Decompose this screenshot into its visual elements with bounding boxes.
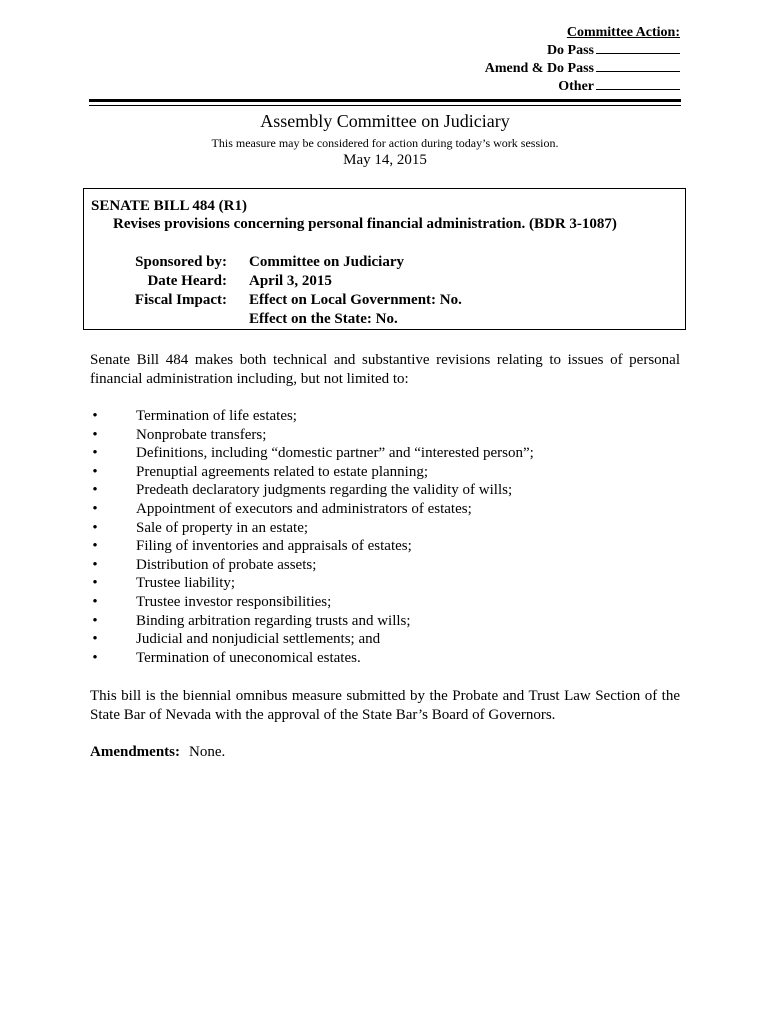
- bullet-icon: •: [92, 519, 98, 536]
- list-item-text: Nonprobate transfers;: [136, 426, 267, 443]
- action-option-amend-do-pass: [485, 59, 680, 77]
- bullet-icon: •: [92, 463, 98, 480]
- action-option-do-pass: [485, 41, 680, 59]
- bill-number: SENATE BILL 484 (R1): [91, 198, 248, 214]
- list-item: [90, 537, 534, 556]
- list-item: [90, 463, 534, 482]
- action-blank-line: [596, 59, 680, 72]
- list-item-text: Distribution of probate assets;: [136, 556, 317, 573]
- fiscal-impact-label: Fiscal Impact:: [134, 292, 227, 308]
- list-item-text: Trustee investor responsibilities;: [136, 593, 332, 610]
- list-item: [90, 426, 534, 445]
- sponsored-by-value: Committee on Judiciary: [249, 254, 404, 270]
- bill-info-values: [249, 253, 462, 329]
- committee-action-title: Committee Action:: [566, 25, 680, 40]
- bullet-icon: •: [92, 500, 98, 517]
- list-item: [90, 519, 534, 538]
- bullet-icon: •: [92, 631, 98, 648]
- bullet-icon: •: [92, 445, 98, 462]
- fiscal-local-value: Effect on Local Government: No.: [249, 292, 462, 308]
- action-blank-line: [596, 41, 680, 54]
- bill-description: Revises provisions concerning personal financial administration. (BDR 3-1087): [113, 216, 617, 232]
- list-item: [90, 649, 534, 668]
- bullet-icon: •: [92, 556, 98, 573]
- list-item-text: Filing of inventories and appraisals of estates;: [136, 538, 412, 555]
- list-item-text: Sale of property in an estate;: [136, 519, 309, 536]
- header-rule-thin: [89, 105, 681, 106]
- list-item-text: Predeath declaratory judgments regarding the validity of wills;: [136, 482, 513, 499]
- hearing-date: May 14, 2015: [343, 152, 427, 168]
- list-item-text: Trustee liability;: [136, 575, 236, 592]
- action-option-label: Do Pass: [546, 43, 594, 58]
- date-heard-label: Date Heard:: [147, 273, 227, 289]
- action-option-other: [485, 77, 680, 95]
- list-item-text: Binding arbitration regarding trusts and wills;: [136, 612, 411, 629]
- amendments-line: [90, 743, 225, 762]
- list-item: [90, 612, 534, 631]
- list-item: [90, 500, 534, 519]
- list-item: [90, 556, 534, 575]
- list-item: [90, 481, 534, 500]
- list-item-text: Termination of uneconomical estates.: [136, 649, 361, 666]
- bullet-icon: •: [92, 426, 98, 443]
- closing-paragraph: This bill is the biennial omnibus measure submitted by the Probate and Trust Law Section of the State Bar of Nevada with the approval of the State Bar’s Board of Governors.: [90, 688, 680, 723]
- bullet-icon: •: [92, 538, 98, 555]
- bullet-icon: •: [92, 408, 98, 424]
- bullet-icon: •: [92, 482, 98, 499]
- list-item: [90, 574, 534, 593]
- committee-action-block: [485, 24, 680, 95]
- list-item: [90, 630, 534, 649]
- action-option-label: Other: [558, 79, 594, 94]
- list-item: [90, 444, 534, 463]
- list-item: [90, 593, 534, 612]
- list-item: [90, 407, 534, 426]
- bill-info-box: [83, 188, 686, 330]
- bullet-icon: •: [92, 649, 98, 666]
- committee-title: Assembly Committee on Judiciary: [260, 111, 510, 131]
- work-session-notice: This measure may be considered for action during today’s work session.: [211, 136, 559, 150]
- sponsored-by-label: Sponsored by:: [135, 254, 227, 270]
- list-item-text: Definitions, including “domestic partner” and “interested person”;: [136, 445, 534, 462]
- bullet-icon: •: [92, 593, 98, 610]
- list-item-text: Prenuptial agreements related to estate planning;: [136, 463, 428, 480]
- intro-paragraph: Senate Bill 484 makes both technical and substantive revisions relating to issues of personal financial administration including, but not limited to:: [90, 352, 680, 387]
- header-rule-thick: [89, 99, 681, 102]
- bullet-icon: •: [92, 612, 98, 629]
- list-item-text: Judicial and nonjudicial settlements; and: [136, 631, 381, 648]
- bill-info-labels: [114, 253, 227, 310]
- fiscal-state-value: Effect on the State: No.: [249, 311, 398, 327]
- bullet-icon: •: [92, 575, 98, 592]
- amendments-value: None.: [189, 744, 226, 760]
- action-option-label: Amend & Do Pass: [484, 61, 594, 76]
- provisions-list: [90, 407, 534, 667]
- amendments-label: Amendments:: [90, 744, 180, 760]
- list-item-text: Appointment of executors and administrators of estates;: [136, 500, 472, 517]
- date-heard-value: April 3, 2015: [249, 273, 332, 289]
- list-item-text: Termination of life estates;: [136, 408, 297, 424]
- action-blank-line: [596, 77, 680, 90]
